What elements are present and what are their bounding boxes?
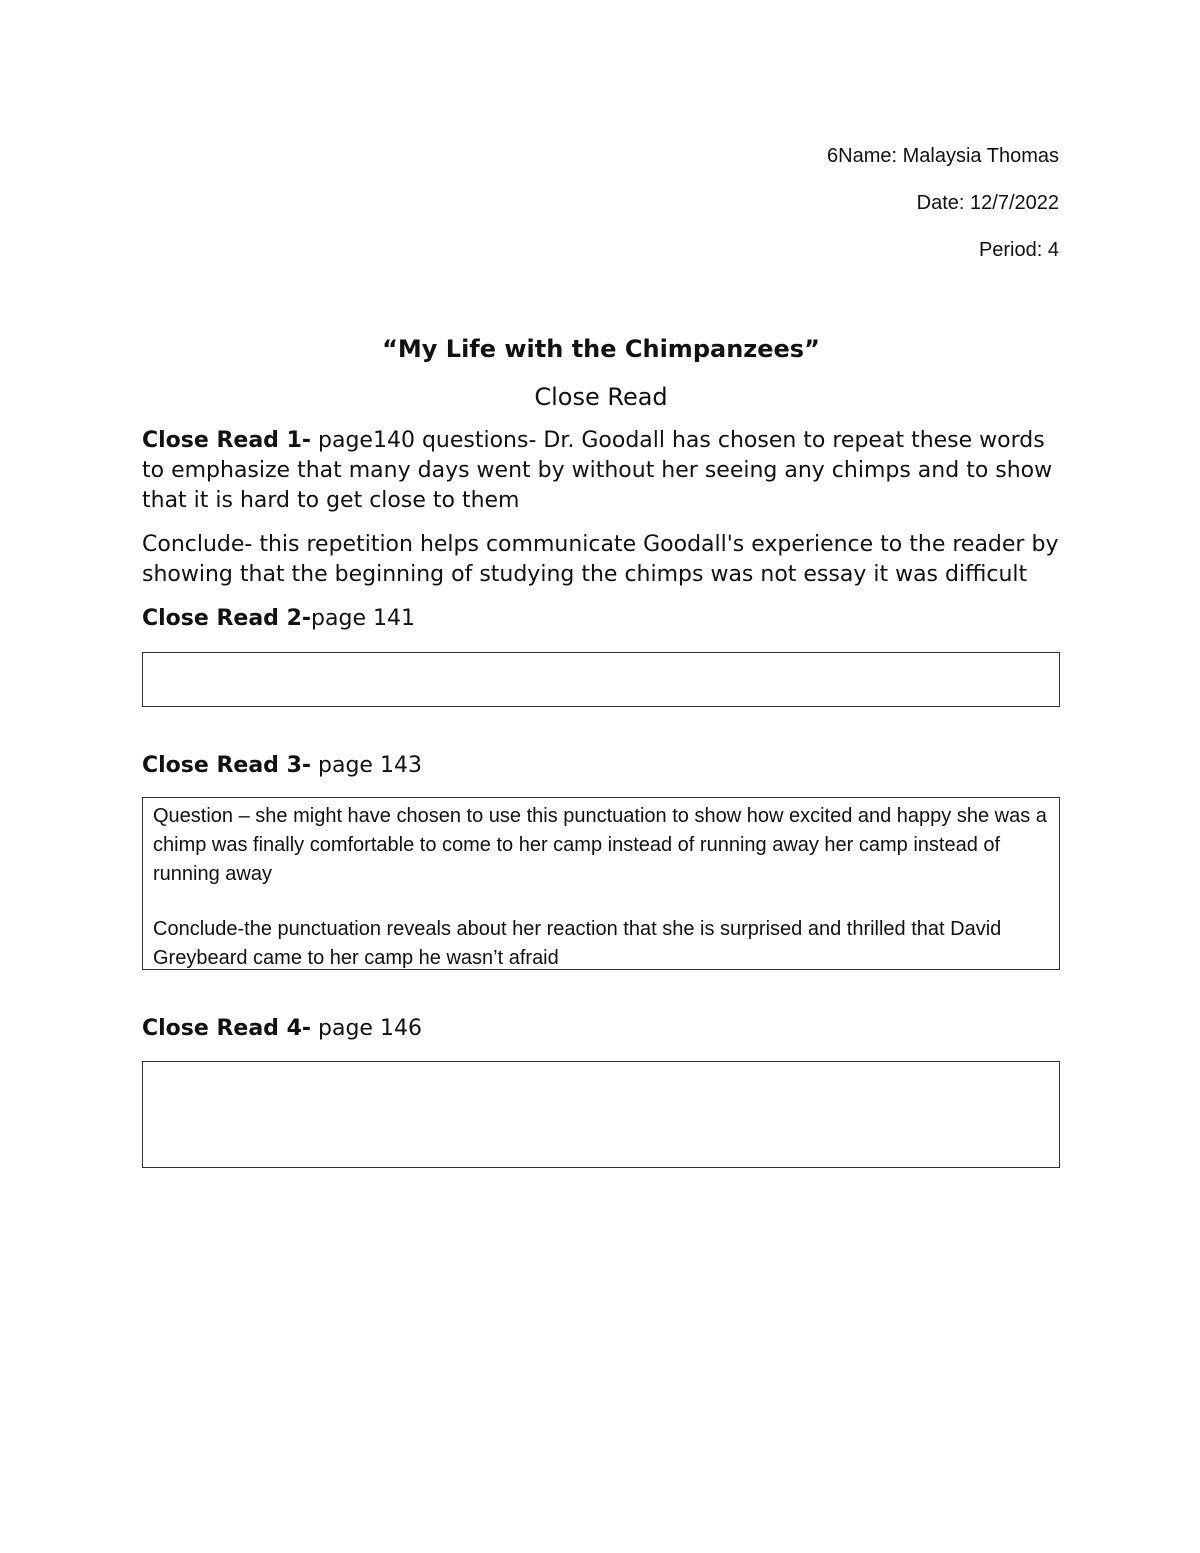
close-read-2-heading bbox=[142, 604, 1060, 634]
document-body bbox=[142, 332, 1060, 1168]
close-read-1-conclude: Conclude- this repetition helps communicate Goodall's experience to the reader by showing that the beginning of studying the chimps was not essay it was difficult bbox=[142, 532, 1059, 587]
period-line: Period: 4 bbox=[978, 239, 1059, 261]
close-read-3-answer-conclude: Conclude-the punctuation reveals about her reaction that she is surprised and thrilled that David Greybeard came to her camp he wasn’t afraid bbox=[153, 918, 1002, 969]
close-read-1-label: Close Read 1- bbox=[142, 428, 312, 453]
close-read-2-label: Close Read 2- bbox=[142, 606, 312, 631]
close-read-4-answer-box[interactable] bbox=[142, 1061, 1060, 1168]
document-title: “My Life with the Chimpanzees” bbox=[382, 335, 820, 363]
close-read-3-answer-question: Question – she might have chosen to use this punctuation to show how excited and happy she was a chimp was finally comfortable to come to her camp instead of running away her camp instead of running away bbox=[153, 805, 1047, 885]
close-read-2-page: page 141 bbox=[311, 606, 415, 631]
close-read-3-heading bbox=[142, 751, 1060, 781]
close-read-4-heading bbox=[142, 1014, 1060, 1044]
student-name-line: 6Name: Malaysia Thomas bbox=[827, 145, 1059, 167]
close-read-4-page: page 146 bbox=[311, 1016, 422, 1041]
student-info-block bbox=[827, 141, 1059, 282]
close-read-4-label: Close Read 4- bbox=[142, 1016, 312, 1041]
close-read-2-answer-box[interactable] bbox=[142, 652, 1060, 707]
close-read-3-answer-box[interactable] bbox=[142, 797, 1060, 970]
close-read-3-label: Close Read 3- bbox=[142, 753, 312, 778]
close-read-1-paragraph bbox=[142, 426, 1060, 516]
close-read-1-text: page140 questions- Dr. Goodall has chosen to repeat these words to emphasize that many days went by without her seeing any chimps and to show that it is hard to get close to them bbox=[142, 428, 1053, 513]
document-subtitle: Close Read bbox=[534, 383, 668, 411]
date-line: Date: 12/7/2022 bbox=[916, 192, 1059, 214]
close-read-3-page: page 143 bbox=[311, 753, 422, 778]
